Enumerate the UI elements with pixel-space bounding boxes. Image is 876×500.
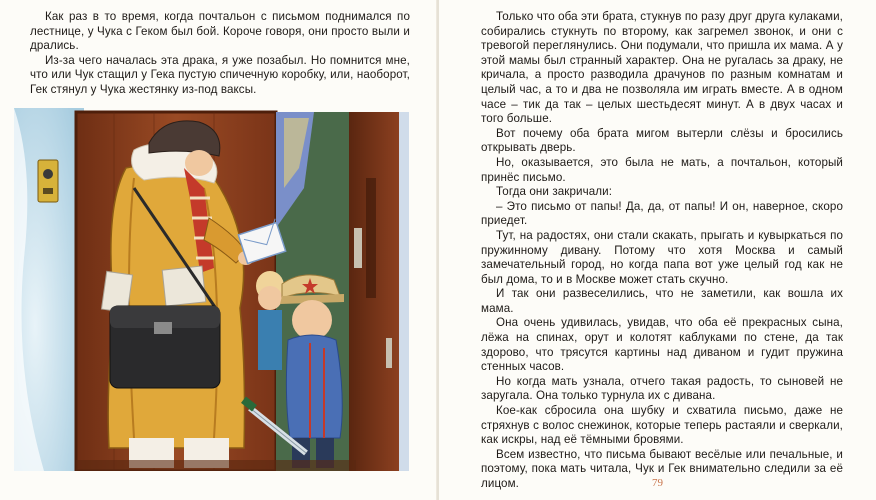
paragraph: Вот почему оба брата мигом вытерли слёзы и бросились открывать дверь. — [481, 126, 843, 155]
paragraph: Из-за чего началась эта драка, я уже позабыл. Но помнится мне, что или Чук стащил у Гека пустую спичечную коробку, или, наоборот, Гек стянул у Чука жестянку из-под ваксы. — [30, 53, 410, 96]
paragraph: Только что оба эти брата, стукнув по разу друг друга кулаками, собирались стукнуть по второму, как загремел звонок, и они с тревогой переглянулись. Они подумали, что пришла их мама. А у этой мамы был странный характер. Она не ругалась за драку, не кричала, а просто разводила драчунов по разным комнатам и целый час, а то и два не позволяла им играть вместе. А в одном часе – тик да так – целых шестьдесят минут. А в двух часах и того больше. — [481, 10, 843, 126]
paragraph: Тут, на радостях, они стали скакать, прыгать и кувыркаться по пружинному дивану. Потому что хотя Москва и самый замечательный город, но когда папа вот уже целый год как не был дома, то и в Москве может стать скучно. — [481, 228, 843, 286]
page-number: 79 — [652, 477, 663, 489]
paragraph: Кое-как сбросила она шубку и схватила письмо, даже не стряхнув с волос снежинок, которые теперь растаяли и сверкали, как искры, над её тёмными бровями. — [481, 404, 843, 447]
right-page — [439, 0, 876, 500]
illustration-postman-and-boys — [14, 108, 409, 471]
paragraph: Но когда мать узнала, отчего такая радость, то сыновей не заругала. Она только турнула их с дивана. — [481, 374, 843, 403]
doorbell-icon — [38, 160, 58, 202]
left-text — [30, 10, 410, 98]
boy-gek-figure — [256, 271, 284, 370]
paragraph: И так они развеселились, что не заметили, как вошла их мама. — [481, 287, 843, 315]
left-page — [0, 0, 437, 500]
paragraph: – Это письмо от папы! Да, да, от папы! И он, наверное, скоро приедет. — [481, 199, 843, 228]
illustration-svg — [14, 108, 409, 471]
paragraph: Как раз в то время, когда почтальон с письмом поднимался по лестнице, у Чука с Геком был бой. Короче говоря, они просто выли и дрались. — [30, 10, 410, 53]
paragraph: Всем известно, что письма бывают весёлые или печальные, и поэтому, пока мать читала, Чук и Гек внимательно следили за её лицом. — [481, 447, 843, 490]
right-text — [481, 10, 843, 492]
paragraph: Тогда они закричали: — [496, 185, 613, 199]
paragraph: Она очень удивилась, увидав, что оба её прекрасных сына, лёжа на спинах, орут и колотят каблуками по стене, да так здорово, что трясутся картины над диваном и гудит пружина стенных часов. — [481, 316, 843, 374]
paragraph: Но, оказывается, это была не мать, а почтальон, который принёс письмо. — [481, 155, 843, 184]
